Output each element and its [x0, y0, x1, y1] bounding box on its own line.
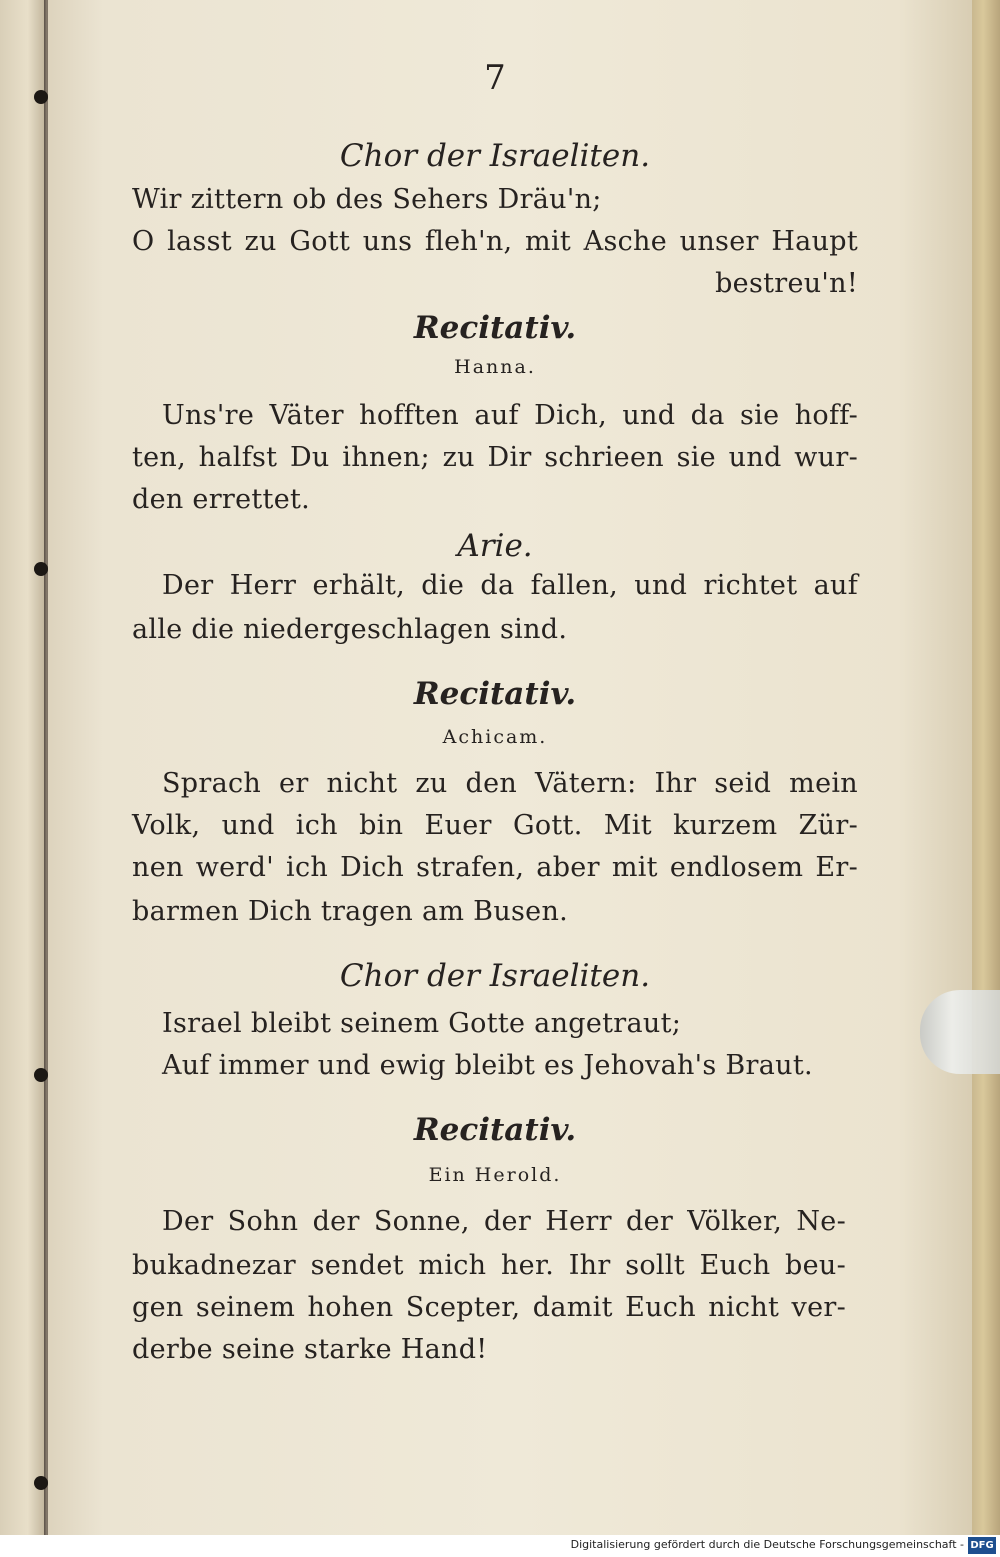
dfg-logo: DFG	[968, 1537, 996, 1554]
heading-recitativ: Recitativ.	[413, 1112, 577, 1148]
heading-chor: Chor der Israeliten.	[339, 138, 651, 174]
speaker-name: Hanna.	[454, 356, 536, 378]
speaker-name: Ein Herold.	[428, 1164, 562, 1186]
text-line: Uns're Väter hofften auf Dich, und da sie hoff-	[162, 400, 858, 431]
text-line: Israel bleibt seinem Gotte angetraut;	[162, 1008, 682, 1039]
heading-arie: Arie.	[457, 528, 533, 564]
funding-notice: Digitalisierung gefördert durch die Deutsche Forschungsgemeinschaft -	[570, 1538, 964, 1551]
text-line: Wir zittern ob des Sehers Dräu'n;	[132, 184, 602, 215]
text-line: alle die niedergeschlagen sind.	[132, 614, 568, 645]
text-line: bestreu'n!	[715, 268, 858, 299]
text-line: O lasst zu Gott uns fleh'n, mit Asche unser Haupt	[132, 226, 858, 257]
text-line: gen seinem hohen Scepter, damit Euch nicht ver-	[132, 1292, 846, 1323]
text-line: Der Herr erhält, die da fallen, und richtet auf	[162, 570, 858, 601]
text-line: Der Sohn der Sonne, der Herr der Völker, Ne-	[162, 1206, 846, 1237]
page-number: 7	[484, 58, 506, 98]
speaker-name: Achicam.	[442, 726, 548, 748]
heading-chor: Chor der Israeliten.	[339, 958, 651, 994]
heading-recitativ: Recitativ.	[413, 676, 577, 712]
text-line: bukadnezar sendet mich her. Ihr sollt Euch beu-	[132, 1250, 846, 1281]
footer-bar	[0, 1535, 1000, 1557]
text-line: derbe seine starke Hand!	[132, 1334, 488, 1365]
text-line: Volk, und ich bin Euer Gott. Mit kurzem Zür-	[132, 810, 858, 841]
text-line: barmen Dich tragen am Busen.	[132, 896, 569, 927]
text-line: nen werd' ich Dich strafen, aber mit endlosem Er-	[132, 852, 858, 883]
text-line: Sprach er nicht zu den Vätern: Ihr seid mein	[162, 768, 858, 799]
heading-recitativ: Recitativ.	[413, 310, 577, 346]
text-line: den errettet.	[132, 484, 311, 515]
text-line: ten, halfst Du ihnen; zu Dir schrieen sie und wur-	[132, 442, 858, 473]
text-line: Auf immer und ewig bleibt es Jehovah's Braut.	[162, 1050, 813, 1081]
